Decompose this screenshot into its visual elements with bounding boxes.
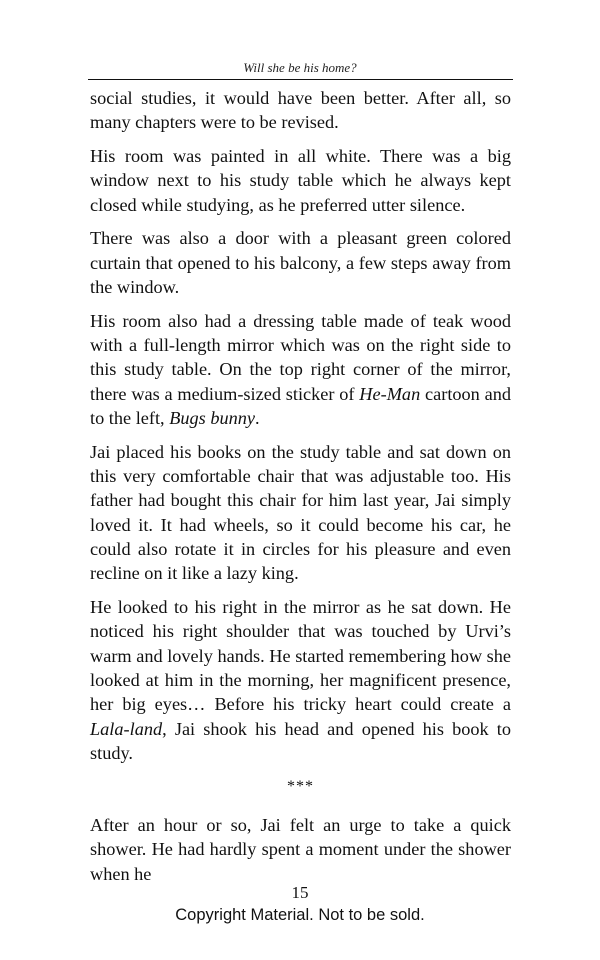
text-run: Jai placed his books on the study table and sat down on this very comfortable chair that was adjustable too. His father had bought this chair for him last year, Jai simply loved it. It had wheels, so it could become his car, he could also rotate it in circles for his pleasure and even recline on it like a lazy king. [90,441,511,584]
copyright-notice: Copyright Material. Not to be sold. [175,906,425,924]
page-number: 15 [291,883,309,902]
paragraphs-before-break [90,86,511,765]
text-run: cartoon and to the left, [90,383,511,429]
paragraph [90,86,511,135]
paragraph [90,226,511,299]
text-run: His room also had a dressing table made of teak wood with a full-length mirror which was on the right side to this study table. On the top right corner of the mirror, there was a medium-sized sticker of [90,310,511,404]
italic-text: Lala-land [90,718,163,739]
italic-text: Bugs bunny [169,408,256,429]
text-run: , Jai shook his head and opened his book to study. [90,718,511,763]
body-text [90,86,511,895]
paragraph [90,813,511,886]
paragraph [90,309,511,430]
text-run: There was also a door with a pleasant green colored curtain that opened to his balcony, a few steps away from the window. [90,228,511,298]
paragraph [90,144,511,217]
header-divider [88,79,513,80]
text-run: He looked to his right in the mirror as he sat down. He noticed his right shoulder that was touched by Urvi’s warm and lovely hands. He started remembering how she looked at him in the morning, her magnificent presence, her big eyes… Before his tricky heart could create a [90,597,511,715]
paragraphs-after-break [90,813,511,886]
text-run: social studies, it would have been better. After all, so many chapters were to be revised. [90,88,511,133]
paragraph [90,440,511,586]
text-run: His room was painted in all white. There was a big window next to his study table which he always kept closed while studying, as he preferred utter silence. [90,146,511,215]
running-header-title: Will she be his home? [243,60,357,75]
paragraph [90,595,511,765]
scene-break: *** [287,777,314,795]
text-run: After an hour or so, Jai felt an urge to take a quick shower. He had hardly spent a moment under the shower when he [90,815,511,884]
italic-text: He-Man [359,383,421,404]
text-run: . [255,408,260,429]
